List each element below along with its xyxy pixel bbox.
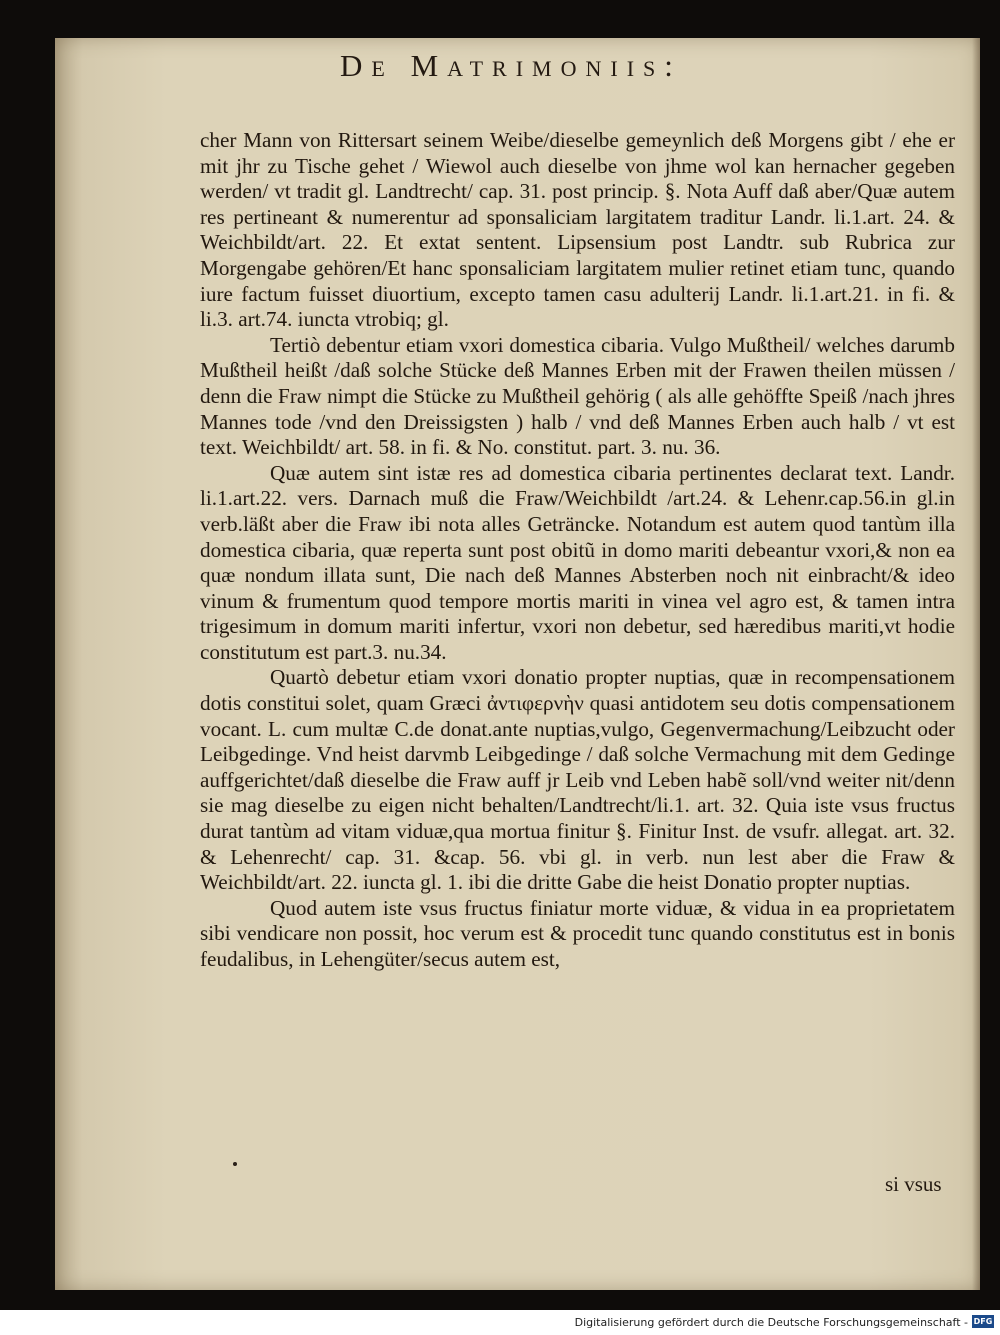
footer-credit: Digitalisierung gefördert durch die Deutsche Forschungsgemeinschaft - (574, 1316, 968, 1329)
paragraph-1: cher Mann von Rittersart seinem Weibe/dieselbe gemeynlich deß Morgens gibt / ehe er mit jhr zu Tische gehet / Wiewol auch dieselbe von jhme wol kan hernacher gegeben werden/ vt tradit gl. Landtrecht/ cap. 31. post princip. §. Nota Auff daß aber/Quæ autem res pertineant & numerentur ad sponsaliciam largitatem traditur Landr. li.1.art. 24. & Weichbildt/art. 22. Et extat sentent. Lipsensium post Landtr. sub Rubrica zur Morgengabe gehören/Et hanc sponsaliciam largitatem mulier retinet etiam tunc, quando iure factum fuisset diuortium, excepto tamen casu adulterij Landr. li.1.art.21. in fi. & li.3. art.74. iuncta vtrobiq; gl. (200, 128, 955, 332)
page-edge-shadow (972, 38, 980, 1290)
paragraph-2: Tertiò debentur etiam vxori domestica cibaria. Vulgo Mußtheil/ welches darumb Mußtheil heißt /daß solche Stücke deß Mannes Erben mit der Frawen theilen müssen / denn die Fraw nimpt die Stücke zu Mußtheil gehörig ( als alle gehöffte Speiß /nach jhres Mannes tode /vnd den Dreissigsten ) halb / vnd deß Mannes Erben auch halb / vt est text. Weichbildt/ art. 58. in fi. & No. constitut. part. 3. nu. 36. (200, 332, 955, 460)
paragraph-3: Quæ autem sint istæ res ad domestica cibaria pertinentes declarat text. Landr. li.1.art.22. vers. Darnach muß die Fraw/Weichbildt /art.24. & Lehenr.cap.56.in gl.in verb.läßt aber die Fraw ibi nota alles Geträncke. Notandum est autem quod tantùm illa domestica cibaria, quæ reperta sunt post obitũ in domo mariti debeantur vxori,& non ea quæ nondum illata sunt, Die nach deß Mannes Absterben noch nit einbracht/& ideo vinum & frumentum quod tempore mortis mariti in vinea vel agro est, & tamen intra trigesimum in domum mariti infertur, vxori non debetur, sed hæredibus mariti,vt hodie constitutum est part.3. nu.34. (200, 460, 955, 664)
body-text (200, 128, 955, 973)
ink-dot (233, 1162, 237, 1166)
footer-bar (0, 1310, 1000, 1335)
paragraph-5: Quod autem iste vsus fructus finiatur morte viduæ, & vidua in ea proprietatem sibi vendicare non possit, hoc verum est & procedit tunc quando constitutus est in bonis feudalibus, in Lehengüter/secus autem est, (200, 895, 955, 971)
catchword: si vsus (885, 1172, 942, 1196)
paragraph-4: Quartò debetur etiam vxori donatio propter nuptias, quæ in recompensationem dotis constitui solet, quam Græci ἀντιφερνὴν quasi antidotem seu dotis compensationem vocant. L. cum multæ C.de donat.ante nuptias,vulgo, Gegenvermachung/Leibzucht oder Leibgedinge. Vnd heist darvmb Leibgedinge / daß solche Vermachung mit dem Gedinge auffgerichtet/daß dieselbe die Fraw auff jr Leib vnd Leben habẽ soll/vnd weiter nit/denn sie mag dieselbe zu eigen nicht behalten/Landtrecht/li.1. art. 32. Quia iste vsus fructus durat tantùm ad vitam viduæ,qua mortua finitur §. Finitur Inst. de vsufr. allegat. art. 32. & Lehenrecht/ cap. 31. &cap. 56. vbi gl. in verb. nun lest aber die Fraw & Weichbildt/art. 22. iuncta gl. 1. ibi die dritte Gabe die heist Donatio propter nuptias. (200, 665, 955, 895)
dfg-logo: DFG (973, 1317, 993, 1326)
running-head: De Matrimoniis: (340, 48, 682, 83)
